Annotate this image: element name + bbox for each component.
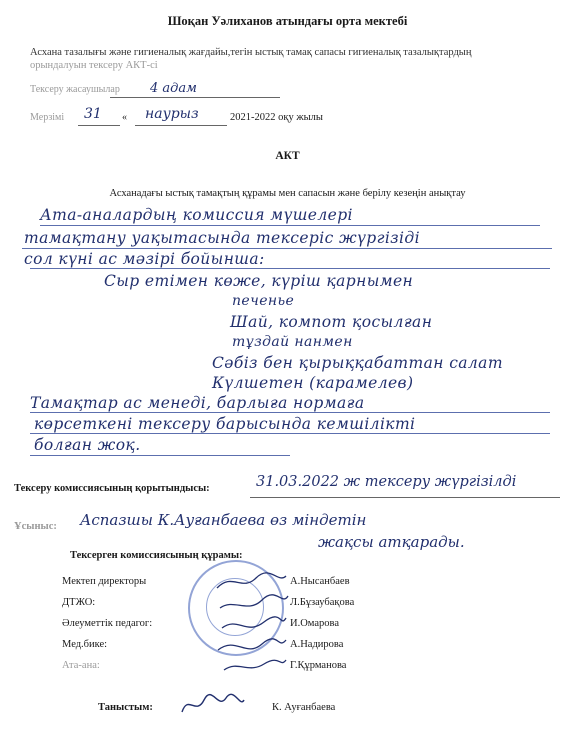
participants-row	[30, 84, 120, 95]
conclusion-underline	[250, 497, 560, 498]
member-name: Л.Бұзаубақова	[290, 597, 355, 608]
acquainted-name: К. Ауғанбаева	[272, 702, 336, 713]
body-line: Сыр етімен көже, күріш қарнымен	[104, 272, 414, 290]
acquainted-label: Таныстым:	[98, 702, 153, 713]
conclusion-label: Тексеру комиссиясының қорытындысы:	[14, 483, 210, 494]
participants-underline	[110, 97, 280, 98]
conclusion-value: 31.03.2022 ж тексеру жүргізілді	[256, 474, 517, 490]
date-in-mark: «	[122, 112, 127, 123]
date-day: 31	[84, 106, 102, 122]
participants-value: 4 адам	[150, 81, 197, 96]
date-year: 2021-2022 оқу жылы	[230, 112, 323, 123]
body-line: печенье	[232, 293, 295, 309]
participants-label: Тексеру жасаушылар	[30, 84, 120, 95]
member-role: ДТЖО:	[62, 597, 96, 608]
body-line: Ата-аналардың комиссия мүшелері	[40, 206, 353, 224]
body-rule-2	[22, 248, 552, 249]
act-subtitle: Асханадағы ыстық тамақтың құрамы мен сапасын және берілу кезеңін анықтау	[109, 188, 466, 199]
date-row	[30, 112, 64, 123]
date-label: Мерзімі	[30, 112, 65, 123]
acquainted-signature	[178, 690, 248, 720]
body-line: Тамақтар ас менеді, барлыға нормаға	[30, 394, 365, 412]
commission-title: Тексерген комиссиясының құрамы:	[70, 550, 243, 561]
suggestion-label: Ұсыныс:	[14, 521, 57, 532]
body-line: болған жоқ.	[34, 436, 141, 454]
act-title: АКТ	[275, 150, 300, 162]
body-line: тұздай нанмен	[232, 334, 353, 350]
date-month: наурыз	[145, 106, 199, 122]
member-role: Ата-ана:	[62, 660, 100, 671]
body-rule-6	[30, 455, 290, 456]
member-name: И.Омарова	[290, 618, 340, 629]
intro-line-1: Асхана тазалығы және гигиеналық жағдайы,тегін ыстық тамақ сапасы гигиеналық тазалықтардың	[30, 47, 472, 58]
intro-text	[30, 46, 550, 72]
body-line: Күлшетен (карамелев)	[212, 374, 414, 392]
member-name: А.Нысанбаев	[290, 576, 350, 587]
member-role: Мед.бике:	[62, 639, 108, 650]
school-title: Шоқан Уәлиханов атындағы орта мектебі	[167, 14, 408, 28]
body-rule-1	[40, 225, 540, 226]
signature-scribbles	[212, 570, 292, 680]
member-role: Әлеуметтік педагог:	[62, 618, 153, 629]
body-line: сол күні ас мәзірі бойынша:	[24, 250, 265, 268]
body-line: көрсеткені тексеру барысында кемшілікті	[34, 415, 416, 433]
intro-line-2: орындалуын тексеру АКТ-сі	[30, 60, 158, 71]
member-name: Г.Құрманова	[290, 660, 347, 671]
member-role: Мектеп директоры	[62, 576, 147, 587]
body-line: тамақтану уақытасында тексеріс жүргізіді	[24, 229, 420, 247]
member-name: А.Надирова	[290, 639, 344, 650]
suggestion-line-2: жақсы атқарады.	[318, 533, 465, 551]
date-day-underline	[78, 125, 120, 126]
body-line: Шай, компот қосылған	[230, 313, 433, 331]
suggestion-line-1: Аспазшы К.Ауғанбаева өз міндетін	[80, 511, 367, 529]
date-month-underline	[135, 125, 227, 126]
body-rule-5	[30, 433, 550, 434]
body-rule-4	[30, 412, 550, 413]
body-rule-3	[30, 268, 550, 269]
body-line: Сәбіз бен қырыққабаттан салат	[212, 354, 503, 372]
